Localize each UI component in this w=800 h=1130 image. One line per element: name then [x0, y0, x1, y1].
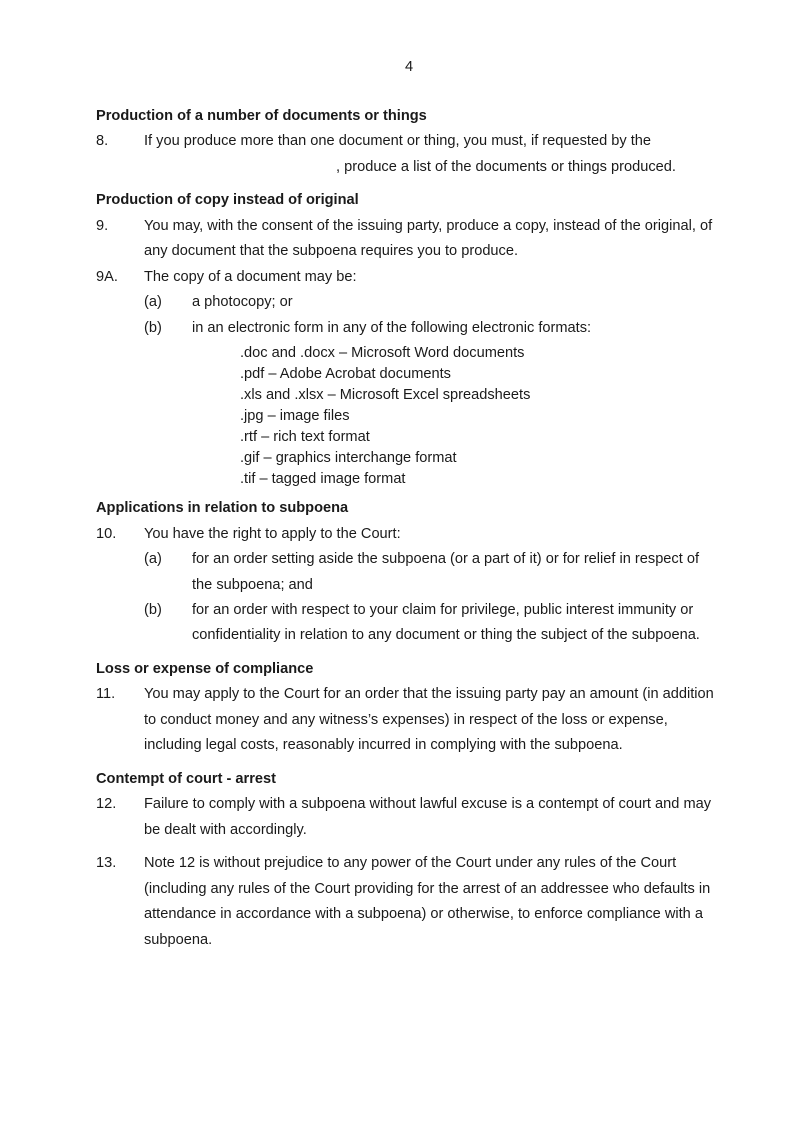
note-9a-item-b-text: in an electronic form in any of the following electronic formats:	[192, 320, 592, 336]
note-9a-item-b-label: (b)	[144, 320, 162, 336]
note-10-item-a-line-2: the subpoena; and	[192, 577, 313, 593]
note-10-item-b-label: (b)	[144, 602, 162, 618]
note-10-text: You have the right to apply to the Court:	[144, 526, 401, 542]
format-item-doc: .doc and .docx – Microsoft Word documents	[240, 345, 525, 361]
note-10-item-a-line-1: for an order setting aside the subpoena (or a part of it) or for relief in respect of	[192, 551, 699, 567]
note-13-number: 13.	[96, 855, 117, 871]
format-item-gif: .gif – graphics interchange format	[240, 450, 457, 466]
note-8-line-2: , produce a list of the documents or things produced.	[336, 159, 676, 175]
note-12-line-1: Failure to comply with a subpoena without lawful excuse is a contempt of court and may	[144, 796, 712, 812]
note-10-number: 10.	[96, 526, 117, 542]
note-8-line-1: If you produce more than one document or thing, you must, if requested by the	[144, 133, 652, 149]
note-9-number: 9.	[96, 218, 109, 234]
note-12-number: 12.	[96, 796, 117, 812]
heading-loss-expense: Loss or expense of compliance	[96, 661, 314, 677]
note-13-line-1: Note 12 is without prejudice to any power of the Court under any rules of the Court	[144, 855, 677, 871]
note-13-line-3: attendance in accordance with a subpoena) or otherwise, to enforce compliance with a	[144, 906, 703, 922]
note-9a-text: The copy of a document may be:	[144, 269, 357, 285]
note-9a-item-a-text: a photocopy; or	[192, 294, 293, 310]
note-11-number: 11.	[96, 686, 116, 702]
format-item-tif: .tif – tagged image format	[240, 471, 406, 487]
heading-contempt: Contempt of court - arrest	[96, 771, 276, 787]
format-item-xls: .xls and .xlsx – Microsoft Excel spreadsheets	[240, 387, 531, 403]
heading-production-multiple: Production of a number of documents or things	[96, 108, 427, 124]
note-13-line-2: (including any rules of the Court providing for the arrest of an addressee who defaults in	[144, 881, 711, 897]
note-10-item-b-line-1: for an order with respect to your claim for privilege, public interest immunity or	[192, 602, 694, 618]
note-11-line-1: You may apply to the Court for an order that the issuing party pay an amount (in addition	[144, 686, 714, 702]
format-item-jpg: .jpg – image files	[240, 408, 350, 424]
note-9a-number: 9A.	[96, 269, 118, 285]
note-9a-item-a-label: (a)	[144, 294, 162, 310]
format-item-rtf: .rtf – rich text format	[240, 429, 370, 445]
note-13-line-4: subpoena.	[144, 932, 213, 948]
note-10-item-a-label: (a)	[144, 551, 162, 567]
note-9-line-2: any document that the subpoena requires you to produce.	[144, 243, 519, 259]
note-12-line-2: be dealt with accordingly.	[144, 822, 307, 838]
heading-production-copy: Production of copy instead of original	[96, 192, 359, 208]
format-item-pdf: .pdf – Adobe Acrobat documents	[240, 366, 451, 382]
note-11-line-2: to conduct money and any witness’s expenses) in respect of the loss or expense,	[144, 712, 668, 728]
note-9-line-1: You may, with the consent of the issuing party, produce a copy, instead of the original, of	[144, 218, 713, 234]
heading-applications: Applications in relation to subpoena	[96, 500, 349, 516]
note-11-line-3: including legal costs, reasonably incurred in complying with the subpoena.	[144, 737, 623, 753]
note-8-number: 8.	[96, 133, 109, 149]
page-number: 4	[404, 59, 414, 75]
note-10-item-b-line-2: confidentiality in relation to any document or thing the subject of the subpoena.	[192, 627, 700, 643]
